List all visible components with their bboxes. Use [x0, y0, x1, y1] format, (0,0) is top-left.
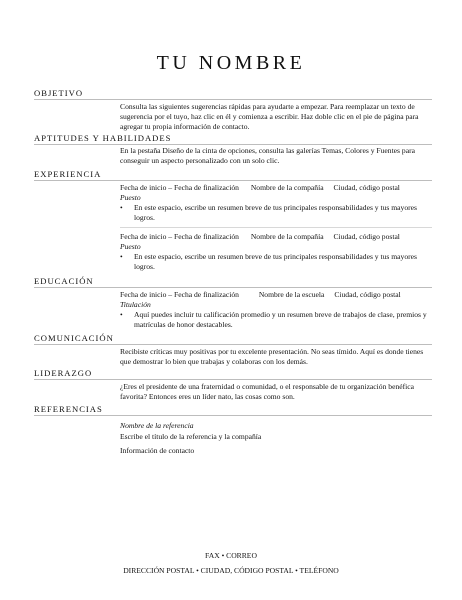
name-heading[interactable]: TU NOMBRE — [156, 52, 306, 74]
section-divider — [34, 415, 432, 416]
aptitudes-text[interactable]: En la pestaña Diseño de la cinta de opciones, consulta las galerías Temas, Colores y Fuentes para conseguir un aspecto personalizado con un solo clic. — [120, 146, 415, 165]
job-bullet-text: En este espacio, escribe un resumen breve de tus principales responsabilidades y tus mayores logros. — [134, 252, 417, 271]
footer-contact-line-2[interactable]: DIRECCIÓN POSTAL • CIUDAD, CÓDIGO POSTAL • TELÉFONO — [123, 566, 339, 575]
job-role: Puesto — [120, 193, 141, 202]
job-bullet — [120, 203, 432, 223]
section-title: EDUCACIÓN — [34, 276, 94, 286]
bullet-icon: • — [120, 252, 123, 261]
section-referencias — [34, 404, 432, 456]
section-divider — [34, 99, 432, 100]
education-bullet-text: Aquí puedes incluir tu calificación promedio y un resumen breve de trabajos de clase, premios y matrículas de honor destacables. — [134, 310, 427, 329]
job-location: Ciudad, código postal — [333, 183, 400, 192]
job-company: Nombre de la compañía — [250, 232, 324, 241]
job-role: Puesto — [120, 242, 141, 251]
section-divider — [34, 379, 432, 380]
reference-name: Nombre de la referencia — [120, 421, 194, 430]
section-divider — [34, 287, 432, 288]
comunicacion-text[interactable]: Recibiste críticas muy positivas por tu excelente presentación. No seas tímido. Aquí es donde tienes que demostrar lo bien que trabajas y colaboras con los demás. — [120, 347, 424, 366]
footer-contact-line-1[interactable]: FAX • CORREO — [205, 551, 257, 560]
job-location: Ciudad, código postal — [333, 232, 400, 241]
section-educacion — [34, 276, 432, 330]
education-degree: Titulación — [120, 300, 151, 309]
job-company: Nombre de la compañía — [250, 183, 324, 192]
education-entry[interactable] — [120, 290, 432, 330]
section-title: EXPERIENCIA — [34, 169, 102, 179]
section-experiencia — [34, 169, 432, 272]
entry-divider — [120, 227, 432, 228]
job-entry[interactable] — [120, 183, 432, 223]
education-location: Ciudad, código postal — [334, 290, 401, 299]
section-title: COMUNICACIÓN — [34, 333, 114, 343]
section-title: APTITUDES Y HABILIDADES — [34, 133, 172, 143]
bullet-icon: • — [120, 203, 123, 212]
section-objetivo — [34, 88, 432, 132]
section-aptitudes — [34, 133, 432, 166]
liderazgo-text[interactable]: ¿Eres el presidente de una fraternidad o comunidad, o el responsable de tu organización benéfica favorita? Entonces eres un líder nato, las cosas como son. — [120, 382, 414, 401]
bullet-icon: • — [120, 310, 123, 319]
reference-entry[interactable] — [120, 420, 432, 456]
job-dates: Fecha de inicio – Fecha de finalización — [120, 183, 239, 192]
section-divider — [34, 144, 432, 145]
reference-title: Escribe el título de la referencia y la compañía — [120, 432, 262, 441]
job-bullet — [120, 252, 432, 272]
section-divider — [34, 344, 432, 345]
section-title: LIDERAZGO — [34, 368, 93, 378]
education-dates: Fecha de inicio – Fecha de finalización — [120, 290, 239, 299]
job-bullet-text: En este espacio, escribe un resumen breve de tus principales responsabilidades y tus mayores logros. — [134, 203, 417, 222]
section-title: OBJETIVO — [34, 88, 84, 98]
education-bullet — [120, 310, 432, 330]
section-title: REFERENCIAS — [34, 404, 103, 414]
objetivo-text[interactable]: Consulta las siguientes sugerencias rápidas para ayudarte a empezar. Para reemplazar un texto de sugerencia por el tuyo, haz clic en él y comienza a escribir. Haz doble clic en el pie de página para agregar tu propia información de contacto. — [120, 102, 419, 131]
job-dates: Fecha de inicio – Fecha de finalización — [120, 232, 239, 241]
job-entry[interactable] — [120, 232, 432, 272]
section-liderazgo — [34, 368, 432, 402]
section-divider — [34, 180, 432, 181]
reference-contact: Información de contacto — [120, 446, 195, 455]
education-school: Nombre de la escuela — [258, 290, 325, 299]
section-comunicacion — [34, 333, 432, 367]
